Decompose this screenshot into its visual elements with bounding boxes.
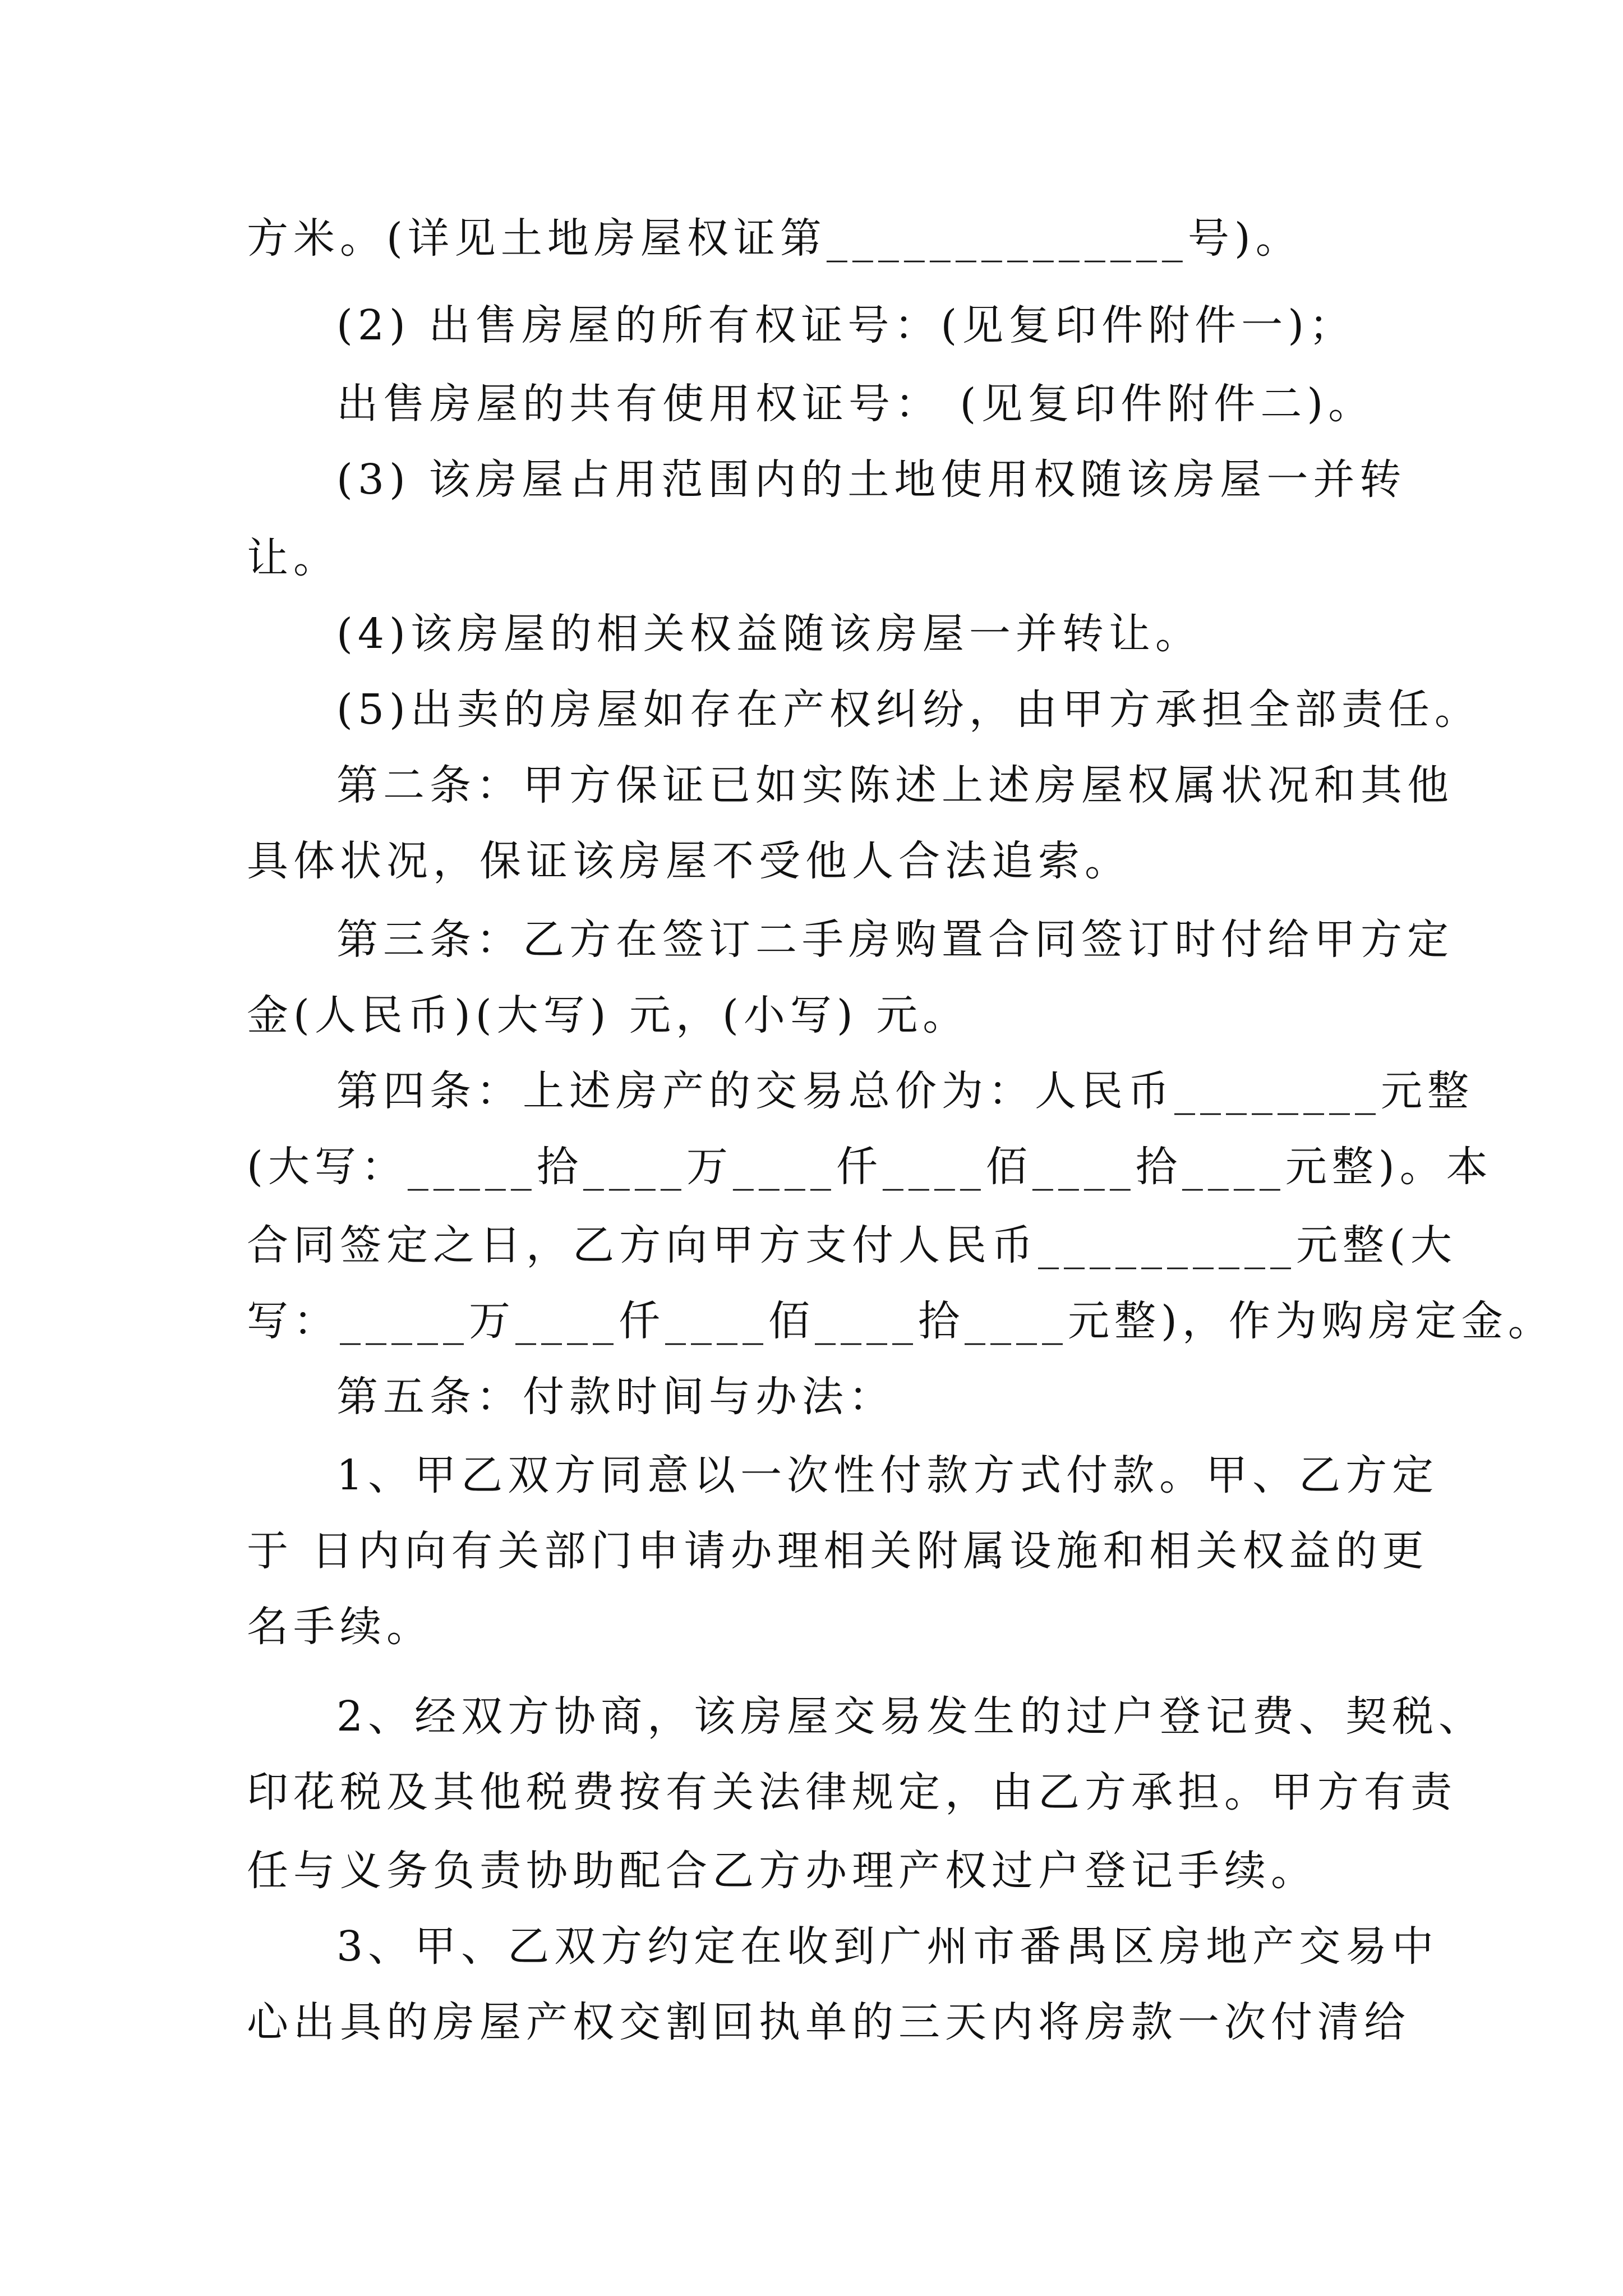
text-line: 于 日内向有关部门申请办理相关附属设施和相关权益的更 <box>247 1527 1429 1575</box>
text-line: 让。 <box>247 534 340 582</box>
text-line: 方米。(详见土地房屋权证第______________号)。 <box>247 214 1302 263</box>
text-line: 金(人民币)(大写) 元，(小写) 元。 <box>247 991 970 1039</box>
text-line: (2) 出售房屋的所有权证号：(见复印件附件一)； <box>336 301 1356 349</box>
text-line: 1、甲乙双方同意以一次性付款方式付款。甲、乙方定 <box>336 1451 1439 1499</box>
text-line: 3、甲、乙双方约定在收到广州市番禺区房地产交易中 <box>336 1922 1439 1971</box>
text-line: 第三条：乙方在签订二手房购置合同签订时付给甲方定 <box>336 915 1454 964</box>
text-line: 写：_____万____仟____佰____拾____元整)，作为购房定金。 <box>247 1297 1555 1345</box>
text-line: 2、经双方协商，该房屋交易发生的过户登记费、契税、 <box>336 1692 1486 1741</box>
text-line: 心出具的房屋产权交割回执单的三天内将房款一次付清给 <box>247 1998 1410 2046</box>
text-line: 印花税及其他税费按有关法律规定，由乙方承担。甲方有责 <box>247 1768 1457 1816</box>
text-line: 具体状况，保证该房屋不受他人合法追索。 <box>247 837 1131 885</box>
text-line: (3) 该房屋占用范围内的土地使用权随该房屋一并转 <box>336 455 1407 504</box>
text-line: 任与义务负责协助配合乙方办理产权过户登记手续。 <box>247 1847 1317 1895</box>
text-line: 出售房屋的共有使用权证号： (见复印件附件二)。 <box>336 380 1375 428</box>
text-line: 第二条：甲方保证已如实陈述上述房屋权属状况和其他 <box>336 761 1454 809</box>
text-line: 第四条：上述房产的交易总价为：人民币________元整 <box>336 1067 1474 1115</box>
text-line: 合同签定之日，乙方向甲方支付人民币__________元整(大 <box>247 1221 1457 1269</box>
text-line: (大写：_____拾____万____仟____佰____拾____元整)。本 <box>247 1143 1493 1191</box>
text-line: (4)该房屋的相关权益随该房屋一并转让。 <box>336 610 1202 658</box>
text-line: 名手续。 <box>247 1603 433 1651</box>
text-line: (5)出卖的房屋如存在产权纠纷，由甲方承担全部责任。 <box>336 685 1481 734</box>
text-line: 第五条：付款时间与办法： <box>336 1373 895 1421</box>
